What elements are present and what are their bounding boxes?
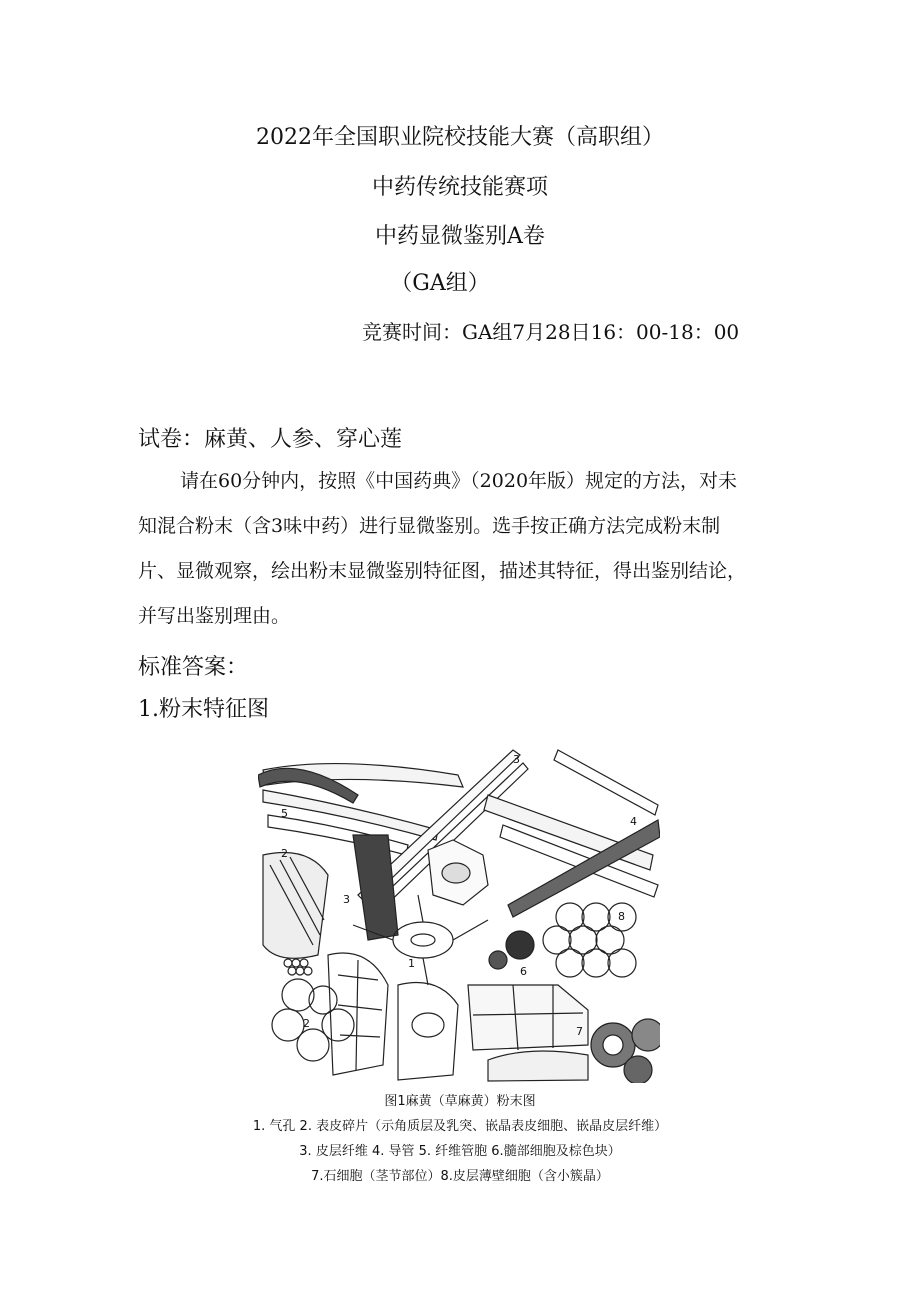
caption-line: 7.石细胞（茎节部位）8.皮层薄壁细胞（含小簇晶） <box>311 1169 609 1184</box>
vessel <box>554 750 658 815</box>
figure-label: 2 <box>303 1017 310 1030</box>
figure-label: 4 <box>630 815 637 828</box>
epidermis-cells <box>272 979 354 1061</box>
event-name: 中药传统技能赛项 <box>371 175 548 200</box>
figure-label: 7 <box>576 1025 583 1038</box>
instructions <box>138 459 788 639</box>
brown-mass <box>489 951 507 969</box>
instruction-line: 并写出鉴别理由。 <box>138 605 291 627</box>
fiber-tracheid <box>488 1051 588 1081</box>
figure-label: 3 <box>513 753 520 766</box>
title: 2022年全国职业院校技能大赛（高职组） <box>256 125 664 150</box>
instruction-line: 知混合粉末（含3味中药）进行显微鉴别。选手按正确方法完成粉末制 <box>138 515 721 537</box>
stoma <box>398 983 458 1081</box>
stone-cells <box>591 1019 660 1083</box>
exam-heading: 试卷：麻黄、人参、穿心莲 <box>138 427 403 452</box>
figure-label: 3 <box>343 893 350 906</box>
caption-line: 3. 皮层纤维 4. 导管 5. 纤维管胞 6.髓部细胞及棕色块） <box>299 1144 621 1159</box>
section-heading: 1.粉末特征图 <box>138 697 269 722</box>
figure-caption: 图1麻黄（草麻黄）粉末图 <box>384 1094 536 1109</box>
figure-label: 6 <box>520 965 527 978</box>
stoma <box>393 922 453 958</box>
vessel <box>484 795 653 870</box>
paper-name: 中药显微鉴别A卷 <box>375 224 545 249</box>
caption-line: 1. 气孔 2. 表皮碎片（示角质层及乳突、嵌晶表皮细胞、嵌晶皮层纤维） <box>252 1119 668 1134</box>
figure-label: 8 <box>618 910 625 923</box>
competition-time: 竞赛时间：GA组7月28日16：00-18：00 <box>362 320 740 344</box>
epidermis-papillae <box>284 959 312 975</box>
figure-label: 1 <box>408 957 415 970</box>
stoma <box>411 934 435 946</box>
brown-mass <box>506 931 534 959</box>
instruction-line: 请在60分钟内，按照《中国药典》（2020年版）规定的方法，对未 <box>180 470 738 492</box>
figure-label: 2 <box>281 847 288 860</box>
figure-label: 5 <box>281 807 288 820</box>
answer-heading: 标准答案： <box>138 655 249 680</box>
instruction-line: 片、显微观察，绘出粉末显微鉴别特征图，描述其特征，得出鉴别结论， <box>138 560 747 582</box>
pith-cells <box>468 985 588 1050</box>
group-name: （GA组） <box>390 271 490 296</box>
powder-figure <box>258 745 660 1083</box>
